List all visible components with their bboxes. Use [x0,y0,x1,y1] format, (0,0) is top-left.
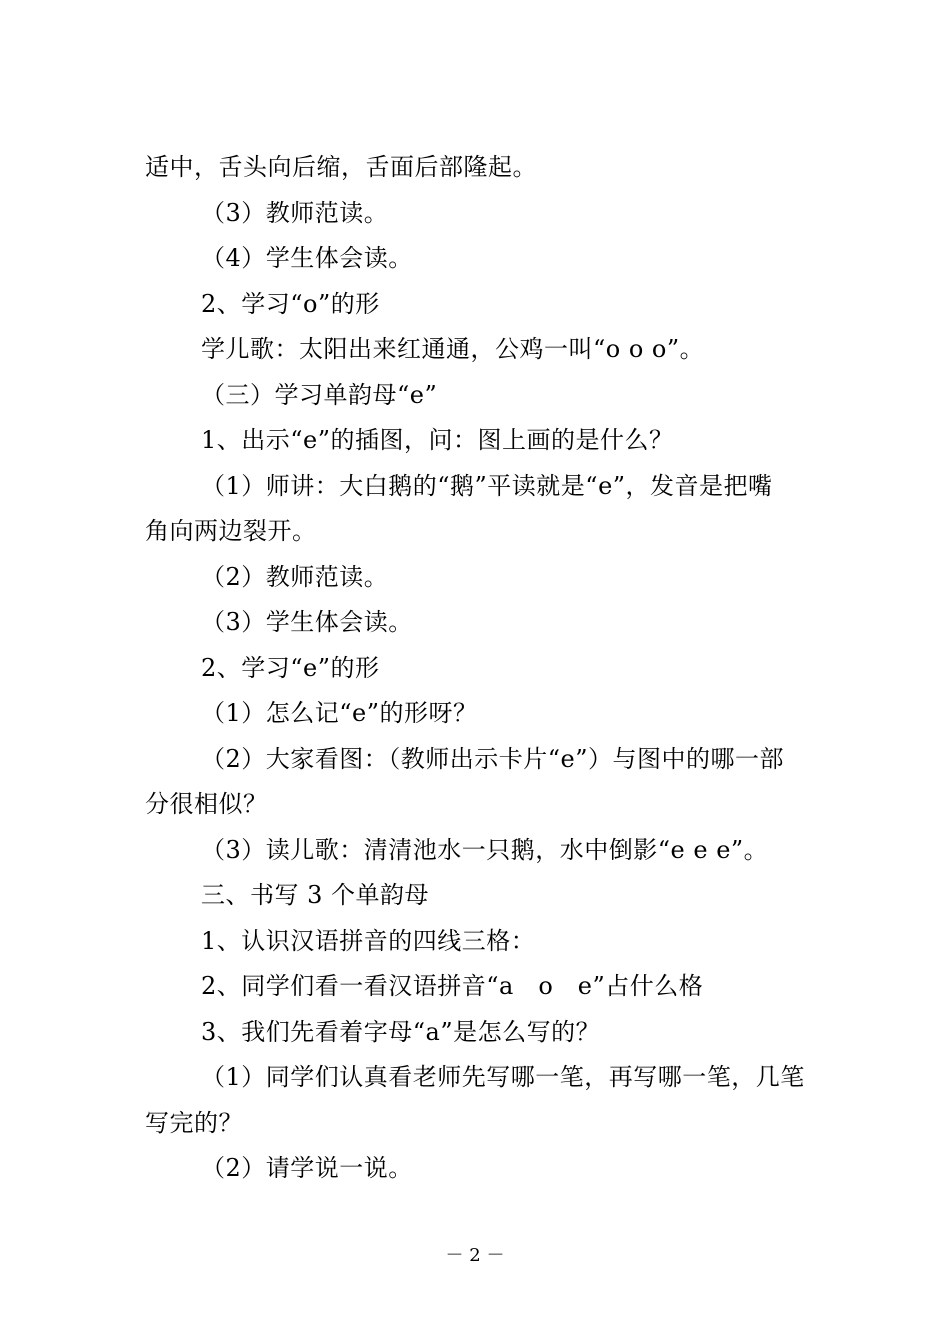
text-line-14: （2）大家看图：（教师出示卡片“e”）与图中的哪一部 [201,744,785,773]
text-line-1: 适中，舌头向后缩，舌面后部隆起。 [145,153,537,181]
text-line-11: （3）学生体会读。 [201,608,413,636]
text-line-20: 3、我们先看着字母“a”是怎么写的？ [201,1017,601,1046]
text-line-4: 2、学习“o”的形 [201,289,380,318]
text-line-12: 2、学习“e”的形 [201,653,380,682]
text-line-2: （3）教师范读。 [201,198,389,227]
section-heading-writing: 三、书写 3 个单韵母 [201,881,430,909]
text-line-18: 1、认识汉语拼音的四线三格： [201,926,536,955]
text-line-3: （4）学生体会读。 [201,244,413,272]
page-number: － 2 － [445,1245,505,1266]
text-line-13: （1）怎么记“e”的形呀？ [201,699,478,727]
text-line-22: 写完的？ [145,1108,243,1137]
text-line-5: 学儿歌：太阳出来红通通，公鸡一叫“o o o”。 [201,335,705,363]
text-line-10: （2）教师范读。 [201,562,389,591]
text-line-16: （3）读儿歌：清清池水一只鹅，水中倒影“e e e”。 [201,835,769,864]
text-line-7: 1、出示“e”的插图，问：图上画的是什么？ [201,426,674,454]
text-line-21: （1）同学们认真看老师先写哪一笔，再写哪一笔，几笔 [201,1063,805,1091]
text-line-23: （2）请学说一说。 [201,1154,413,1182]
text-line-15: 分很相似？ [145,790,268,818]
text-line-8: （1）师讲：大白鹅的“鹅”平读就是“e”，发音是把嘴 [201,471,773,500]
document-body [145,145,825,1192]
section-heading: （三）学习单韵母“e” [201,380,438,409]
text-line-19: 2、同学们看一看汉语拼音“a o e”占什么格 [201,972,704,1000]
text-line-9: 角向两边裂开。 [145,517,317,545]
